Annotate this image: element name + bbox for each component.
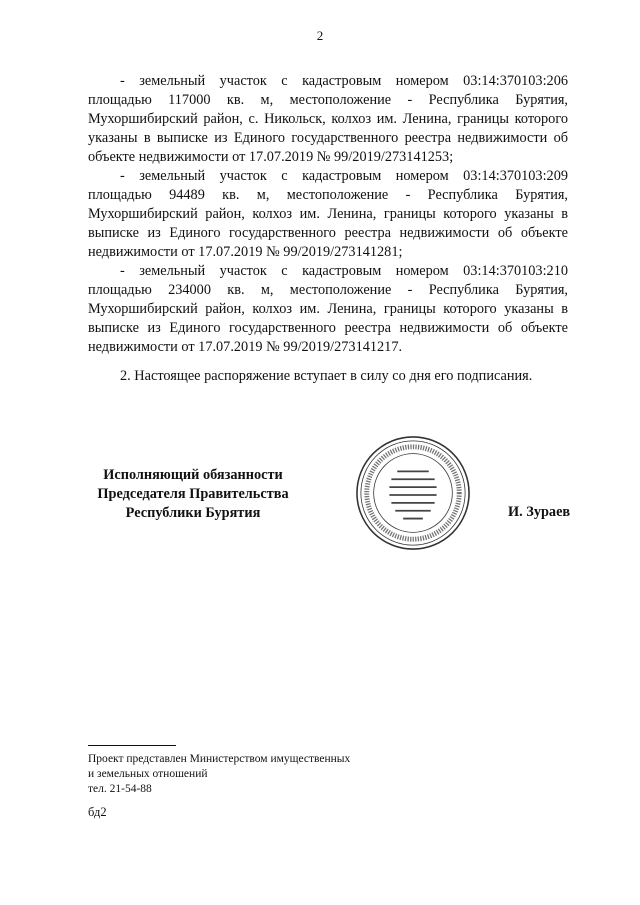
paragraph-land-plot-209: - земельный участок с кадастровым номером 03:14:370103:209 площадью 94489 кв. м, местоположение - Республика Бурятия, Мухоршибирский район, колхоз им. Ленина, границы которого указаны в выписке из Единого государственного реестра недвижимости об объекте недвижимости от 17.07.2019 № 99/2019/273141281; <box>88 168 568 260</box>
signature-title-line: Республики Бурятия <box>125 505 261 521</box>
document-body <box>88 72 568 386</box>
official-seal <box>354 434 472 552</box>
page-number: 2 <box>316 28 324 43</box>
signature-title-line: Исполняющий обязанности <box>103 467 283 483</box>
paragraph-land-plot-206: - земельный участок с кадастровым номером 03:14:370103:206 площадью 117000 кв. м, местоположение - Республика Бурятия, Мухоршибирский район, с. Никольск, колхоз им. Ленина, границы которого указаны в выписке из Единого государственного реестра недвижимости об объекте недвижимости от 17.07.2019 № 99/2019/273141253; <box>88 73 568 165</box>
footer-line: и земельных отношений <box>88 768 208 780</box>
footer-note <box>88 752 350 797</box>
footer-line: тел. 21-54-88 <box>88 783 152 795</box>
footer-code: бд2 <box>88 805 107 819</box>
signature-title-line: Председателя Правительства <box>97 486 289 502</box>
signer-name: И. Зураев <box>508 504 571 520</box>
signature-title <box>78 466 308 523</box>
paragraph-effective-date: 2. Настоящее распоряжение вступает в силу со дня его подписания. <box>120 368 533 384</box>
footer-line: Проект представлен Министерством имущественных <box>88 753 351 765</box>
footer-divider <box>88 745 176 746</box>
paragraph-land-plot-210: - земельный участок с кадастровым номером 03:14:370103:210 площадью 234000 кв. м, местоположение - Республика Бурятия, Мухоршибирский район, колхоз им. Ленина, границы которого указаны в выписке из Единого государственного реестра недвижимости об объекте недвижимости от 17.07.2019 № 99/2019/273141217. <box>88 263 568 355</box>
